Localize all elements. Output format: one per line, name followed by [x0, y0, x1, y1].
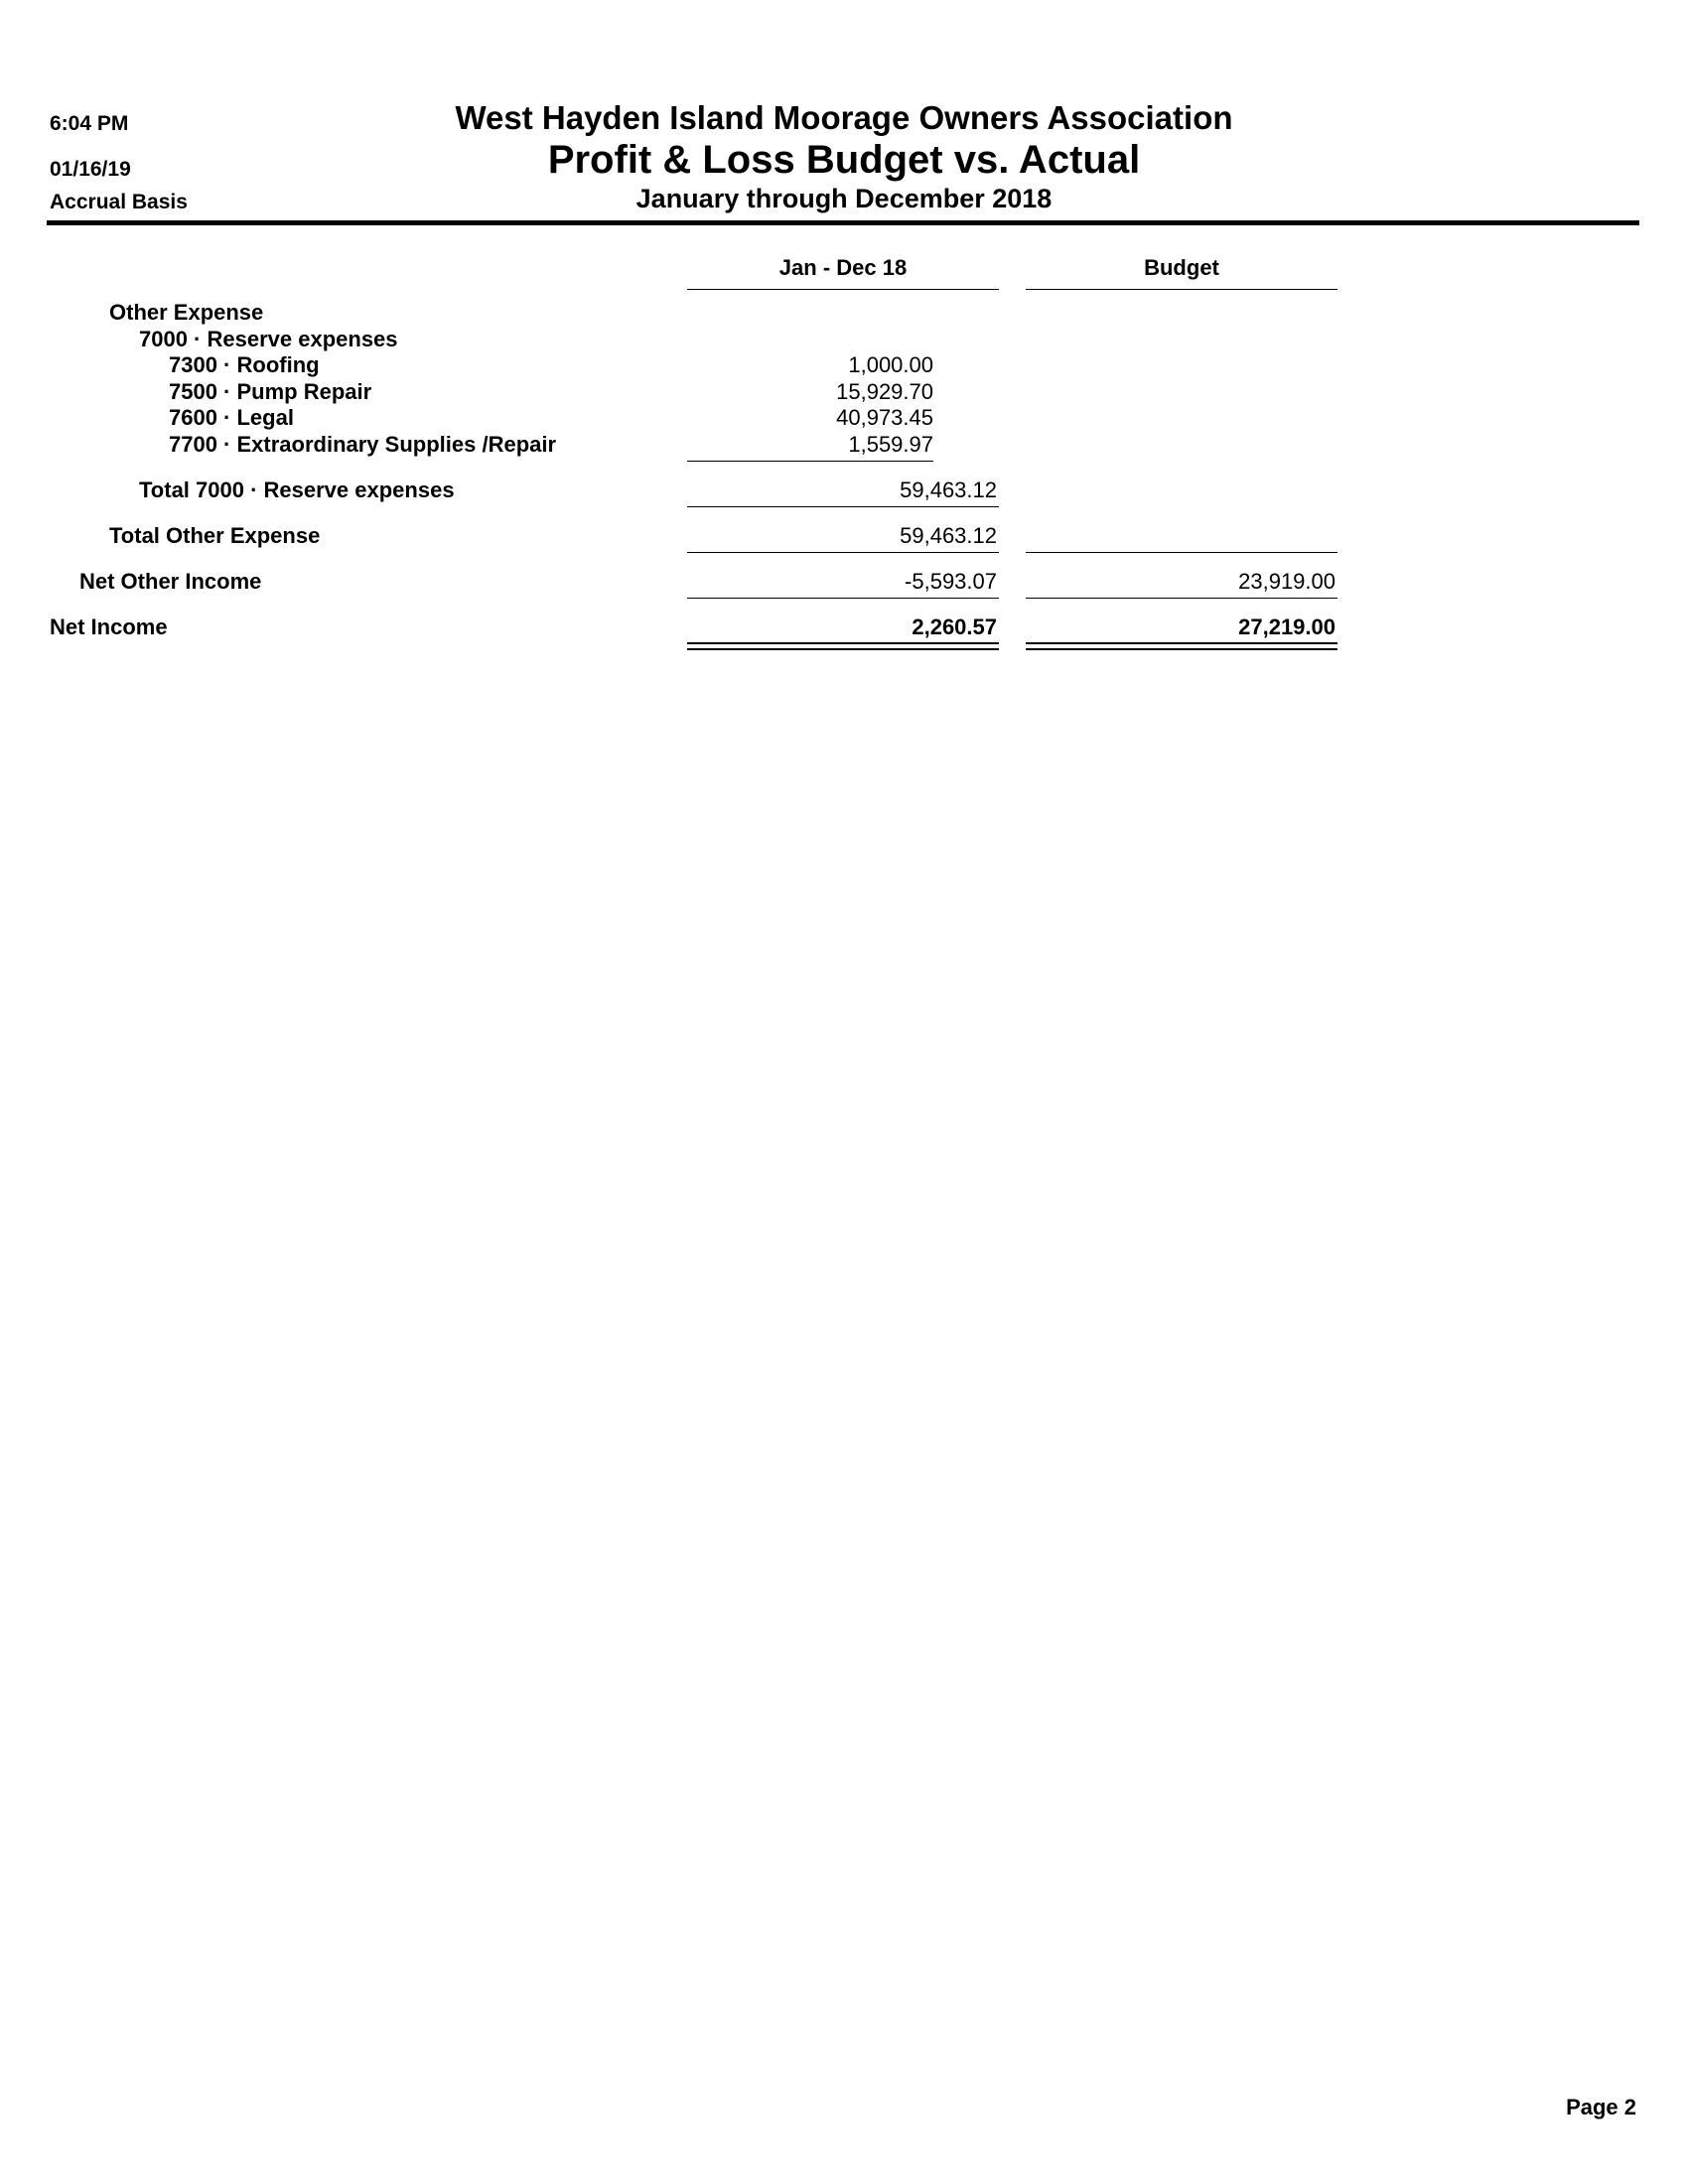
value-extraordinary-supplies-actual: 1,559.97	[848, 432, 933, 457]
net-income-double-underline-budget	[1026, 642, 1337, 650]
row-label-pump-repair: 7500 · Pump Repair	[169, 379, 372, 404]
row-label-legal: 7600 · Legal	[169, 405, 294, 430]
value-net-other-income-budget: 23,919.00	[1238, 569, 1336, 594]
row-label-net-income: Net Income	[50, 614, 168, 639]
row-label-extraordinary-supplies: 7700 · Extraordinary Supplies /Repair	[169, 432, 557, 457]
value-legal-actual: 40,973.45	[836, 405, 933, 430]
row-label-net-other-income: Net Other Income	[79, 569, 262, 594]
column-header-budget: Budget	[1026, 255, 1337, 290]
total-other-expense-underline-actual	[687, 552, 999, 553]
company-name: West Hayden Island Moorage Owners Association	[455, 99, 1233, 136]
value-total-reserve-actual: 59,463.12	[900, 478, 997, 502]
value-roofing-actual: 1,000.00	[848, 352, 933, 377]
page-number: Page 2	[1566, 2095, 1636, 2119]
header-divider	[47, 220, 1639, 225]
value-net-income-budget: 27,219.00	[1238, 614, 1336, 639]
column-header-actual: Jan - Dec 18	[687, 255, 999, 290]
net-other-income-underline-budget	[1026, 598, 1337, 599]
value-pump-repair-actual: 15,929.70	[836, 379, 933, 404]
value-net-other-income-actual: -5,593.07	[905, 569, 997, 594]
row-label-other-expense: Other Expense	[109, 300, 264, 325]
subtotal-underline	[687, 461, 933, 462]
report-period: January through December 2018	[635, 184, 1053, 213]
row-label-total-other-expense: Total Other Expense	[109, 523, 321, 548]
report-basis: Accrual Basis	[50, 191, 188, 213]
value-total-other-expense-actual: 59,463.12	[900, 523, 997, 548]
total-reserve-underline	[687, 506, 999, 507]
report-title: Profit & Loss Budget vs. Actual	[547, 138, 1141, 182]
report-date: 01/16/19	[50, 158, 131, 181]
row-label-roofing: 7300 · Roofing	[169, 352, 320, 377]
total-other-expense-underline-budget	[1026, 552, 1337, 553]
net-income-double-underline-actual	[687, 642, 999, 650]
row-label-reserve-expenses: 7000 · Reserve expenses	[139, 327, 398, 351]
net-other-income-underline-actual	[687, 598, 999, 599]
row-label-total-reserve: Total 7000 · Reserve expenses	[139, 478, 455, 502]
report-time: 6:04 PM	[50, 112, 129, 135]
value-net-income-actual: 2,260.57	[912, 614, 997, 639]
